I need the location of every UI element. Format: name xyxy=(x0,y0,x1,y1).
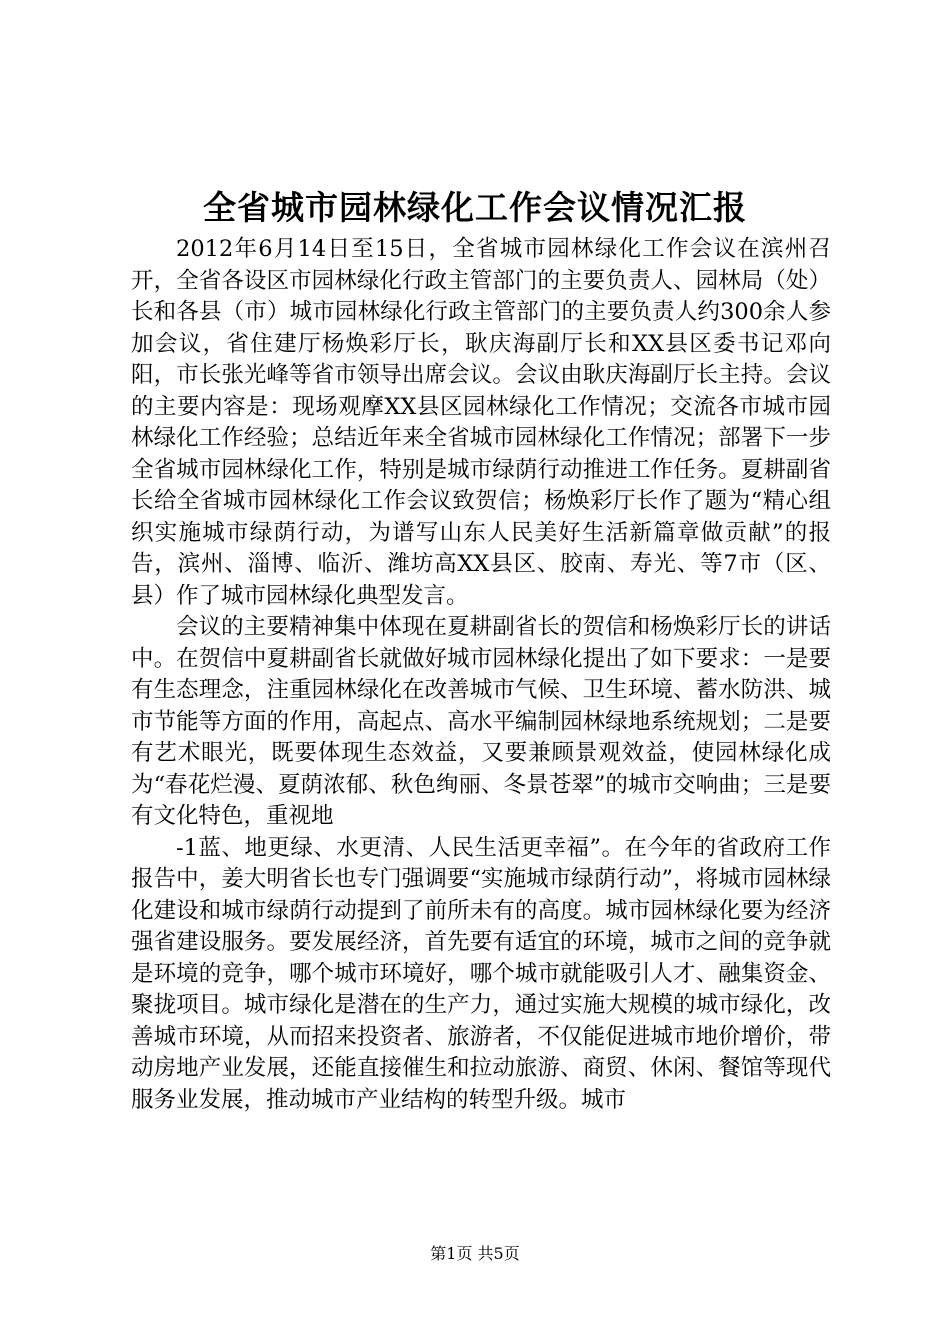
paragraph: -1蓝、地更绿、水更清、人民生活更幸福”。在今年的省政府工作报告中，姜大明省长也专门强调要“实施城市绿荫行动”，将城市园林绿化建设和城市绿荫行动提到了前所未有的高度。城市园林绿化要为经济强省建设服务。要发展经济，首先要有适宜的环境，城市之间的竞争就是环境的竞争，哪个城市环境好，哪个城市就能吸引人才、融集资金、聚拢项目。城市绿化是潜在的生产力，通过实施大规模的城市绿化，改善城市环境，从而招来投资者、旅游者，不仅能促进城市地价增价，带动房地产业发展，还能直接催生和拉动旅游、商贸、休闲、餐馆等现代服务业发展，推动城市产业结构的转型升级。城市 xyxy=(131,834,831,1113)
paragraph: 2012年6月14日至15日，全省城市园林绿化工作会议在滨州召开，全省各设区市园林绿化行政主管部门的主要负责人、园林局（处）长和各县（市）城市园林绿化行政主管部门的主要负责人约300余人参加会议，省住建厅杨焕彩厅长，耿庆海副厅长和XX县区委书记邓向阳，市长张光峰等省市领导出席会议。会议由耿庆海副厅长主持。会议的主要内容是：现场观摩XX县区园林绿化工作情况；交流各市城市园林绿化工作经验；总结近年来全省城市园林绿化工作情况；部署下一步全省城市园林绿化工作，特别是城市绿荫行动推进工作任务。夏耕副省长给全省城市园林绿化工作会议致贺信；杨焕彩厅长作了题为“精心组织实施城市绿荫行动，为谱写山东人民美好生活新篇章做贡献”的报告，滨州、淄博、临沂、潍坊高XX县区、胶南、寿光、等7市（区、县）作了城市园林绿化典型发言。 xyxy=(131,236,831,609)
paragraph: 会议的主要精神集中体现在夏耕副省长的贺信和杨焕彩厅长的讲话中。在贺信中夏耕副省长就做好城市园林绿化提出了如下要求：一是要有生态理念，注重园林绿化在改善城市气候、卫生环境、蓄水防洪、城市节能等方面的作用，高起点、高水平编制园林绿地系统规划；二是要有艺术眼光，既要体现生态效益，又要兼顾景观效益，使园林绿化成为“春花烂漫、夏荫浓郁、秋色绚丽、冬景苍翠”的城市交响曲；三是要有文化特色，重视地 xyxy=(131,614,831,829)
document-title: 全省城市园林绿化工作会议情况汇报 xyxy=(203,188,747,227)
document-body xyxy=(131,234,831,1116)
page-number: 第1页 共5页 xyxy=(430,1244,520,1263)
